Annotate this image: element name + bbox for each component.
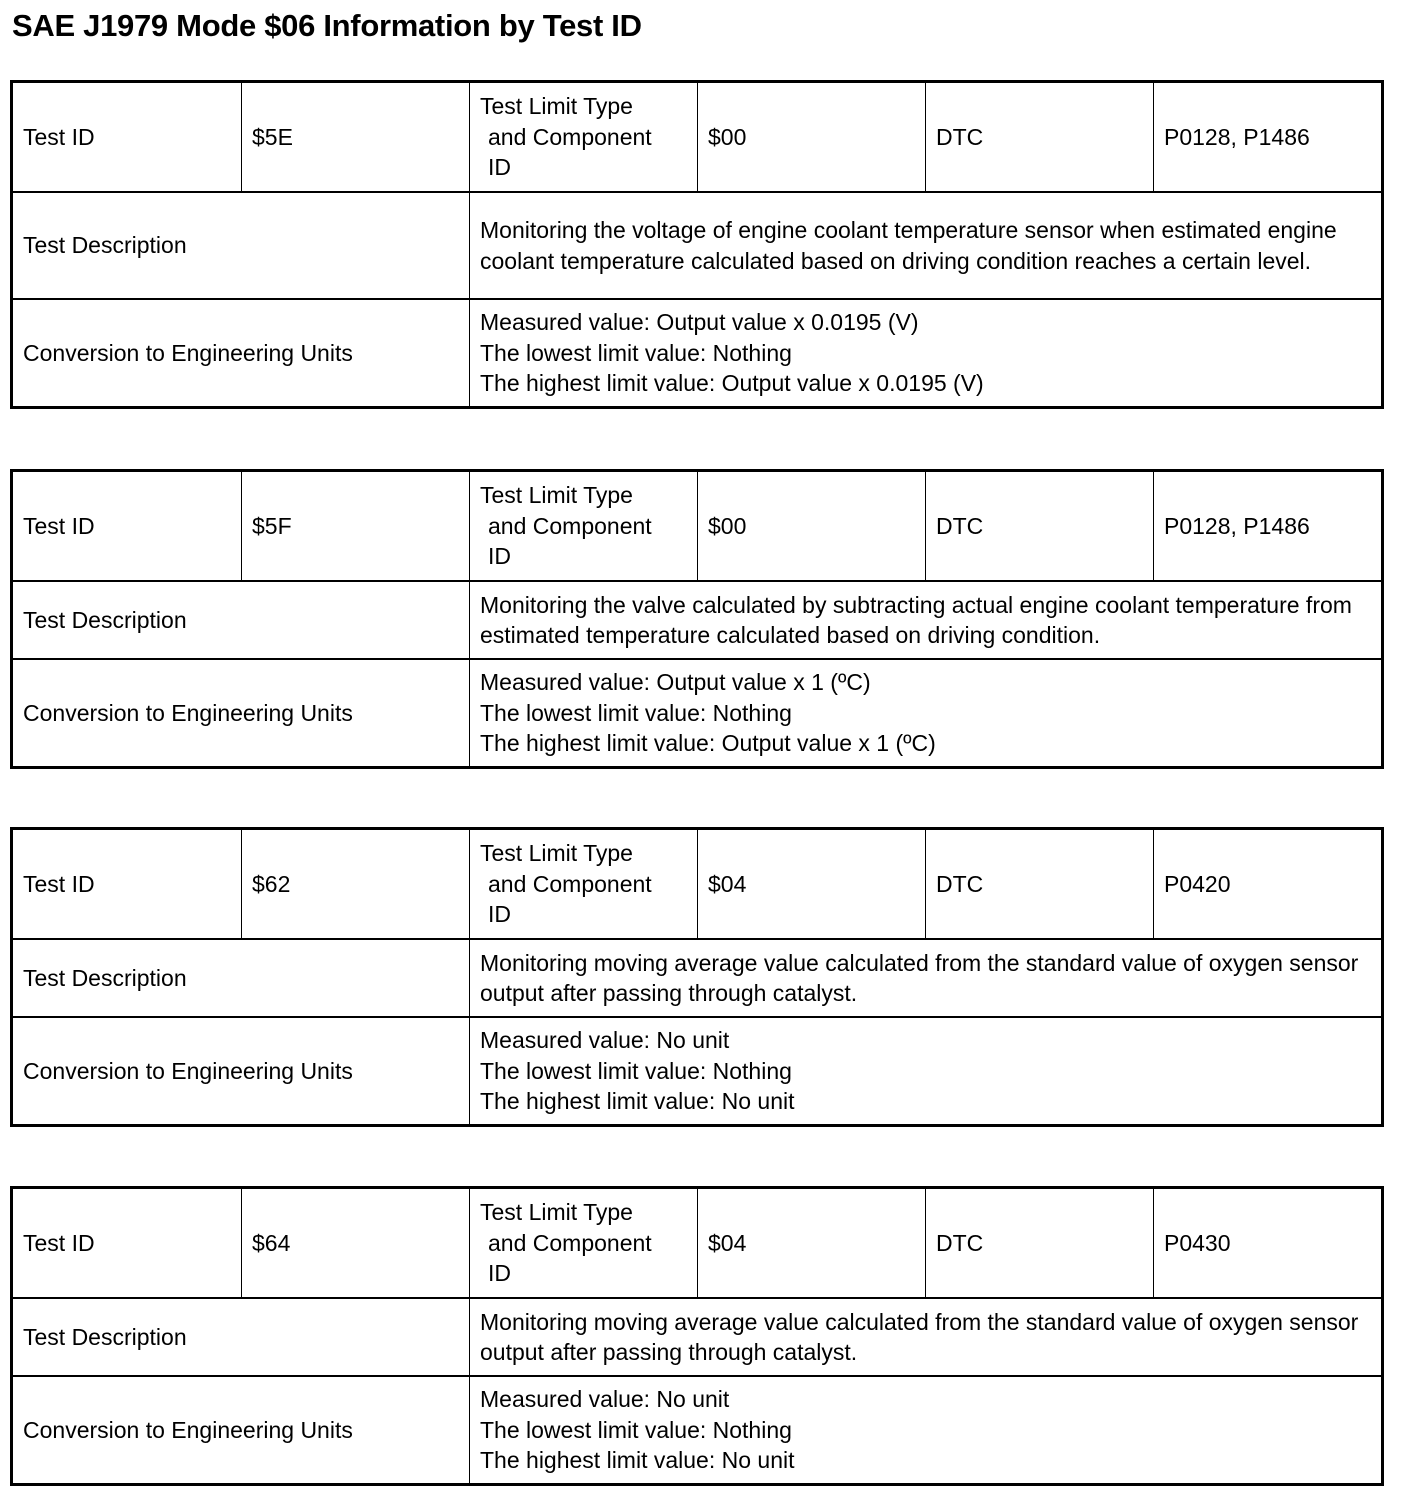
- test-id-label: Test ID: [12, 829, 242, 940]
- conversion-label: Conversion to Engineering Units: [12, 299, 470, 408]
- limit-type-value: $00: [698, 82, 926, 193]
- test-id-label: Test ID: [12, 1188, 242, 1299]
- page-title: SAE J1979 Mode $06 Information by Test ID: [12, 8, 642, 43]
- conversion-value: [470, 659, 1383, 768]
- limit-type-label: [470, 471, 698, 582]
- limit-type-label-line1: Test Limit Type: [480, 93, 633, 120]
- test-description-value: [470, 1298, 1383, 1376]
- limit-type-label-line3: ID: [488, 1260, 511, 1287]
- test-description-text: Monitoring moving average value calculated from the standard value of oxygen sensor output after passing through catalyst.: [480, 1308, 1359, 1365]
- dtc-value: P0128, P1486: [1154, 471, 1383, 582]
- test-header-row: [12, 471, 1383, 582]
- limit-type-label-line2: and Component: [488, 512, 652, 539]
- test-description-value: [470, 192, 1383, 299]
- measured-value-text: Measured value: No unit: [480, 1027, 730, 1054]
- measured-value-text: Measured value: Output value x 1 (ºC): [480, 669, 871, 696]
- dtc-label: DTC: [926, 82, 1154, 193]
- limit-type-value: $04: [698, 829, 926, 940]
- dtc-value: P0430: [1154, 1188, 1383, 1299]
- lowest-limit-text: The lowest limit value: Nothing: [480, 1057, 792, 1084]
- limit-type-label-line1: Test Limit Type: [480, 482, 633, 509]
- test-header-row: [12, 829, 1383, 940]
- description-row: [12, 1298, 1383, 1376]
- dtc-label: DTC: [926, 471, 1154, 582]
- test-description-value: [470, 939, 1383, 1017]
- limit-type-label-line2: and Component: [488, 1229, 652, 1256]
- limit-type-label-line1: Test Limit Type: [480, 840, 633, 867]
- description-row: [12, 192, 1383, 299]
- conversion-value: [470, 1376, 1383, 1485]
- limit-type-label-line3: ID: [488, 543, 511, 570]
- conversion-row: [12, 1376, 1383, 1485]
- conversion-value: [470, 1017, 1383, 1126]
- conversion-row: [12, 659, 1383, 768]
- limit-type-value: $04: [698, 1188, 926, 1299]
- conversion-value: [470, 299, 1383, 408]
- measured-value-text: Measured value: Output value x 0.0195 (V): [480, 309, 919, 336]
- highest-limit-text: The highest limit value: Output value x 1 (ºC): [480, 730, 936, 757]
- test-description-label: Test Description: [12, 1298, 470, 1376]
- test-table-64: [10, 1186, 1384, 1486]
- test-description-value: [470, 581, 1383, 659]
- dtc-value: P0420: [1154, 829, 1383, 940]
- limit-type-label: [470, 82, 698, 193]
- test-description-text: Monitoring the voltage of engine coolant temperature sensor when estimated engine coolant temperature calculated based on driving condition reaches a certain level.: [480, 217, 1337, 274]
- limit-type-label-line2: and Component: [488, 123, 652, 150]
- conversion-label: Conversion to Engineering Units: [12, 1376, 470, 1485]
- dtc-label: DTC: [926, 829, 1154, 940]
- limit-type-label-line3: ID: [488, 901, 511, 928]
- description-row: [12, 581, 1383, 659]
- highest-limit-text: The highest limit value: No unit: [480, 1088, 795, 1115]
- highest-limit-text: The highest limit value: Output value x 0.0195 (V): [480, 370, 984, 397]
- limit-type-label-line3: ID: [488, 154, 511, 181]
- limit-type-label-line2: and Component: [488, 870, 652, 897]
- dtc-value: P0128, P1486: [1154, 82, 1383, 193]
- conversion-row: [12, 1017, 1383, 1126]
- measured-value-text: Measured value: No unit: [480, 1386, 730, 1413]
- lowest-limit-text: The lowest limit value: Nothing: [480, 339, 792, 366]
- test-description-text: Monitoring moving average value calculated from the standard value of oxygen sensor output after passing through catalyst.: [480, 949, 1359, 1006]
- test-id-value: $5F: [242, 471, 470, 582]
- limit-type-label: [470, 829, 698, 940]
- test-description-label: Test Description: [12, 192, 470, 299]
- test-id-label: Test ID: [12, 471, 242, 582]
- lowest-limit-text: The lowest limit value: Nothing: [480, 1416, 792, 1443]
- description-row: [12, 939, 1383, 1017]
- limit-type-value: $00: [698, 471, 926, 582]
- test-table-5f: [10, 469, 1384, 769]
- conversion-row: [12, 299, 1383, 408]
- conversion-label: Conversion to Engineering Units: [12, 1017, 470, 1126]
- test-id-value: $5E: [242, 82, 470, 193]
- test-id-value: $62: [242, 829, 470, 940]
- test-description-label: Test Description: [12, 939, 470, 1017]
- test-header-row: [12, 82, 1383, 193]
- limit-type-label: [470, 1188, 698, 1299]
- test-header-row: [12, 1188, 1383, 1299]
- test-id-label: Test ID: [12, 82, 242, 193]
- test-id-value: $64: [242, 1188, 470, 1299]
- highest-limit-text: The highest limit value: No unit: [480, 1447, 795, 1474]
- limit-type-label-line1: Test Limit Type: [480, 1199, 633, 1226]
- test-table-62: [10, 827, 1384, 1127]
- lowest-limit-text: The lowest limit value: Nothing: [480, 699, 792, 726]
- test-description-label: Test Description: [12, 581, 470, 659]
- test-table-5e: [10, 80, 1384, 409]
- test-description-text: Monitoring the valve calculated by subtracting actual engine coolant temperature from estimated temperature calculated based on driving condition.: [480, 591, 1352, 648]
- dtc-label: DTC: [926, 1188, 1154, 1299]
- conversion-label: Conversion to Engineering Units: [12, 659, 470, 768]
